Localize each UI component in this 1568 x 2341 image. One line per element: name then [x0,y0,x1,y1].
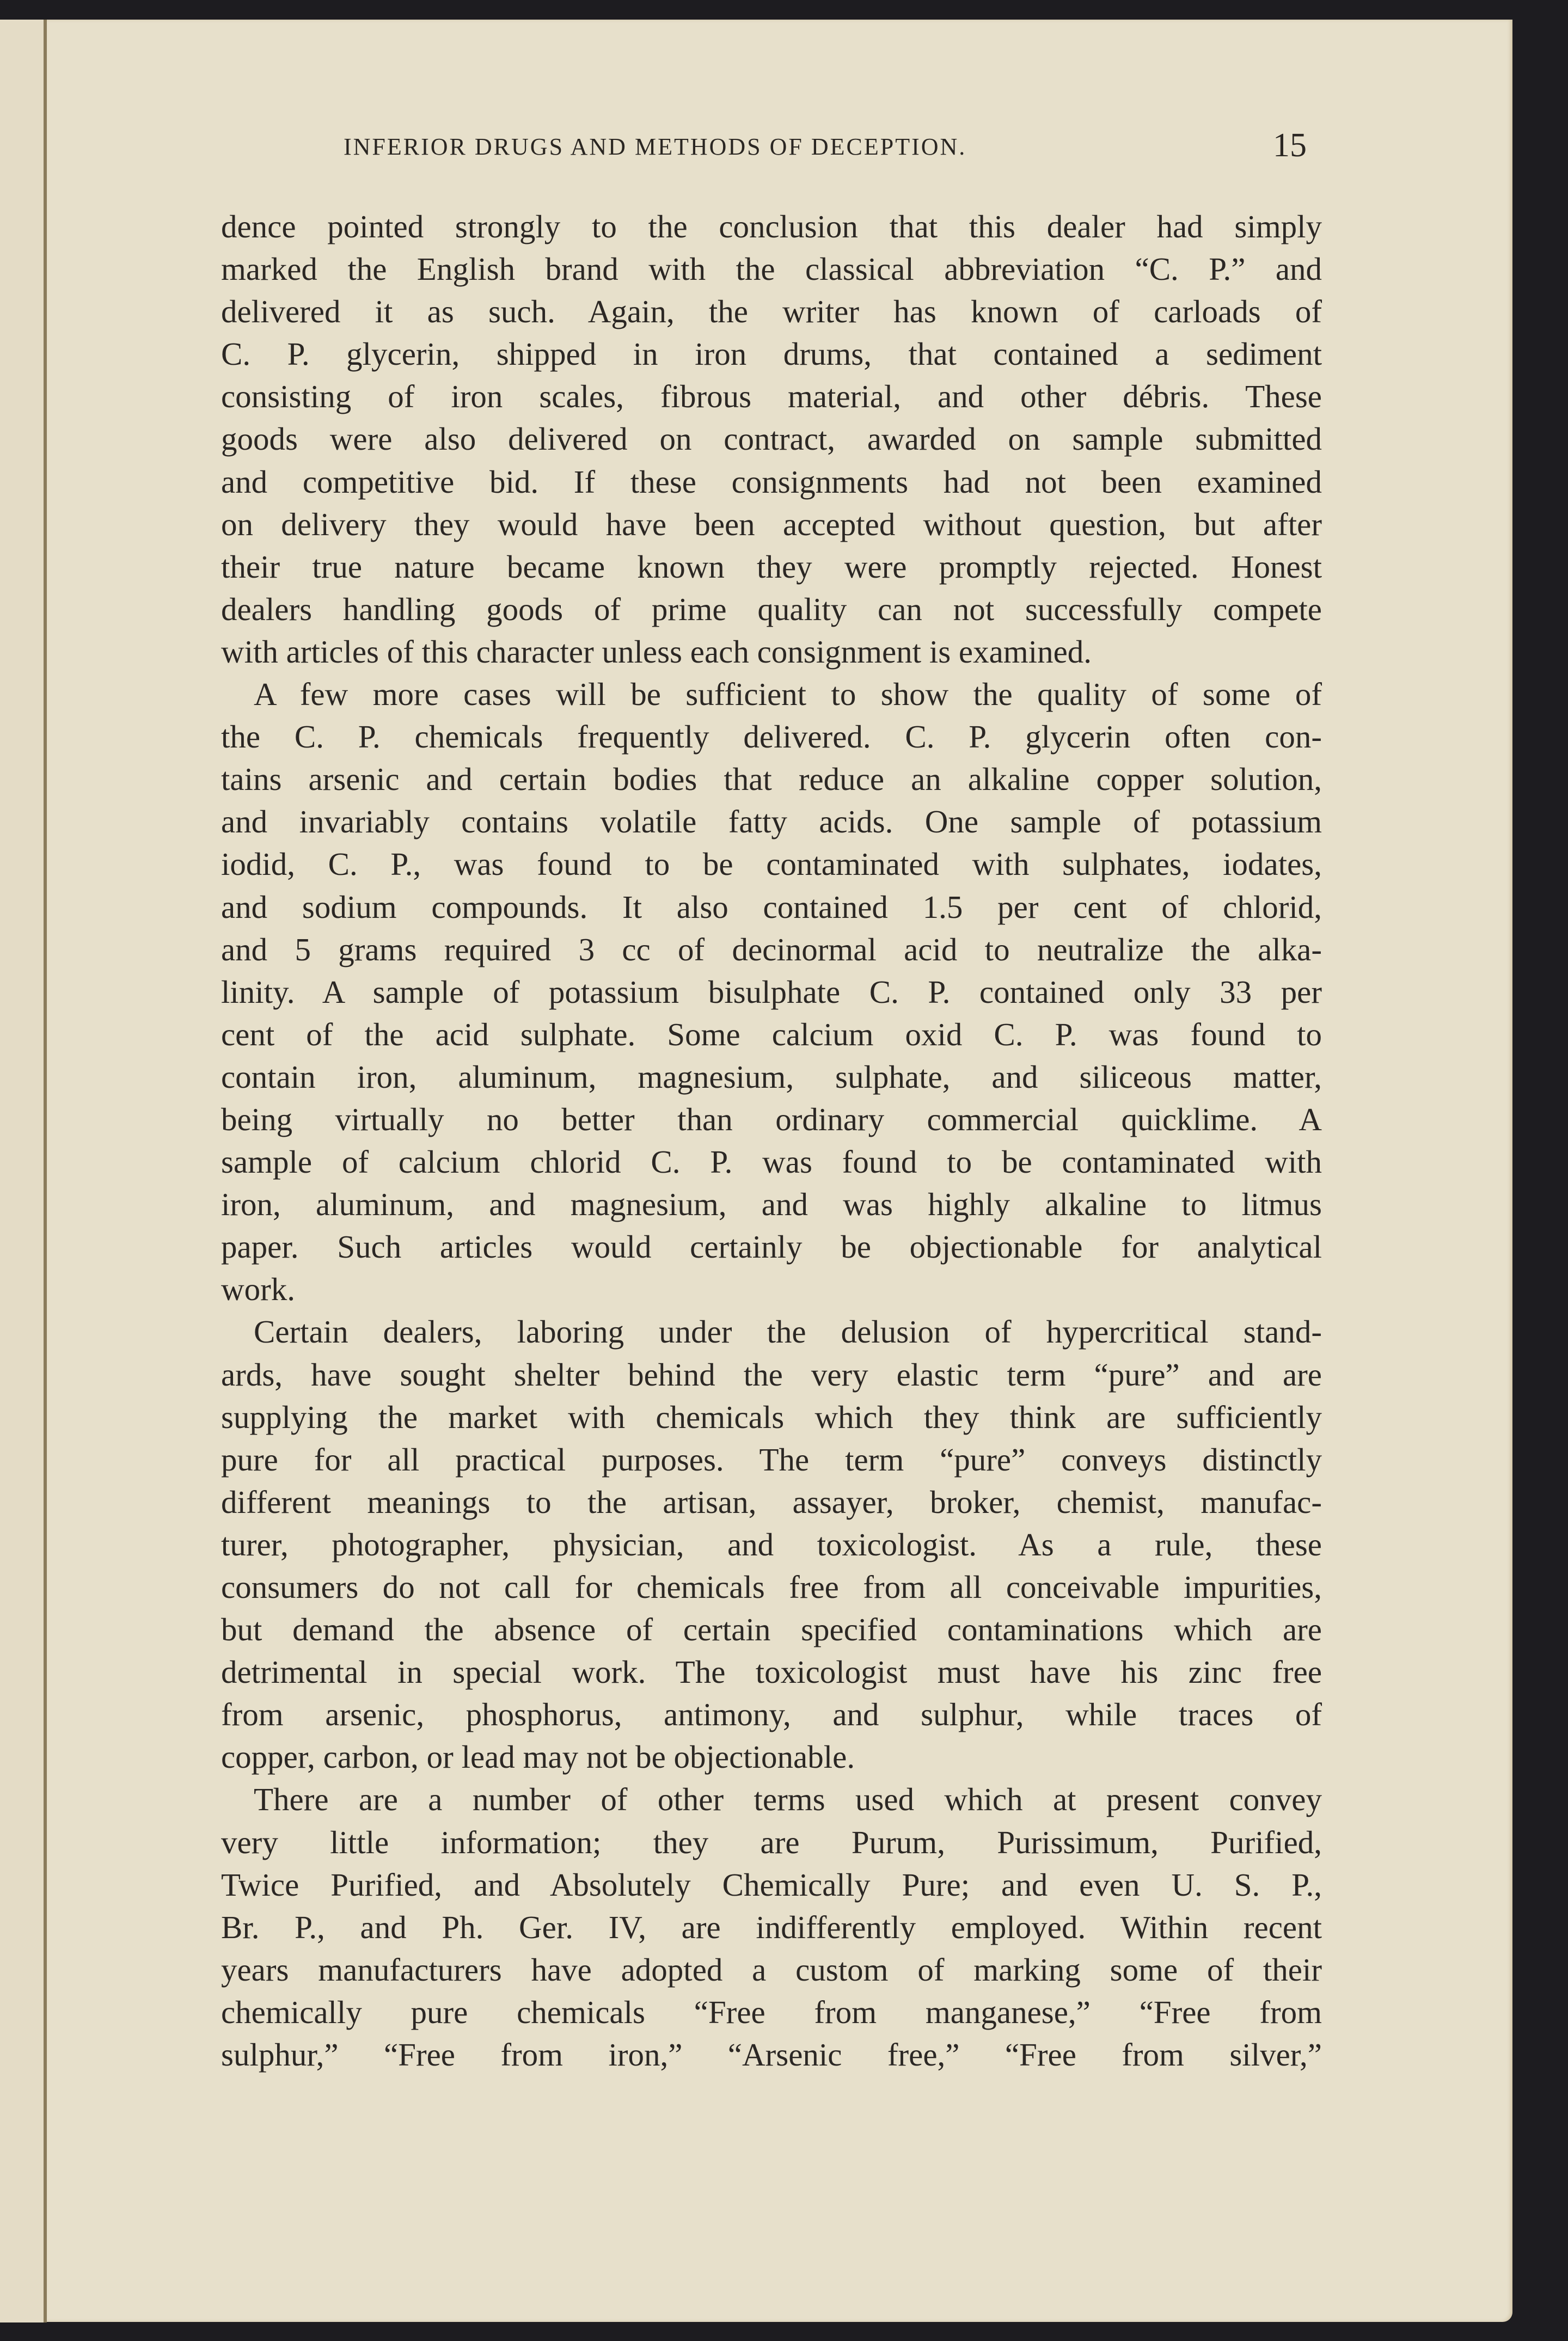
text-line: detrimental in special work. The toxicologist must have his zinc free [221,1654,1322,1690]
text-line: chemically pure chemicals “Free from manganese,” “Free from [221,1994,1322,2030]
text-line: sulphur,” “Free from iron,” “Arsenic free,” “Free from silver,” [221,2037,1322,2073]
paragraph [221,1310,1322,1778]
text-line: pure for all practical purposes. The term “pure” conveys distinctly [221,1441,1322,1478]
text-line: tains arsenic and certain bodies that reduce an alkaline copper solution, [221,761,1322,798]
text-line: paper. Such articles would certainly be objectionable for analytical [221,1229,1322,1265]
text-line: There are a number of other terms used which at present convey [254,1781,1322,1818]
text-line: very little information; they are Purum, Purissimum, Purified, [221,1824,1322,1860]
text-line: marked the English brand with the classical abbreviation “C. P.” and [221,251,1322,287]
text-line: with articles of this character unless each consignment is examined. [221,633,1092,670]
text-line: the C. P. chemicals frequently delivered. C. P. glycerin often con- [221,719,1322,755]
text-line: goods were also delivered on contract, awarded on sample submitted [221,421,1322,457]
text-line: on delivery they would have been accepted without question, but after [221,506,1322,542]
text-line: consumers do not call for chemicals free from all conceivable impurities, [221,1569,1322,1605]
text-line: being virtually no better than ordinary commercial quicklime. A [221,1101,1322,1137]
text-line: supplying the market with chemicals which they think are sufficiently [221,1399,1322,1435]
previous-page-edge [0,20,44,2322]
text-line: cent of the acid sulphate. Some calcium oxid C. P. was found to [221,1016,1322,1052]
text-line: sample of calcium chlorid C. P. was found to be contaminated with [221,1144,1322,1180]
text-line: years manufacturers have adopted a custom of marking some of their [221,1951,1322,1988]
text-line: and sodium compounds. It also contained 1.5 per cent of chlorid, [221,888,1322,925]
page-number: 15 [1273,127,1307,164]
text-line: iron, aluminum, and magnesium, and was highly alkaline to litmus [221,1186,1322,1223]
body-text [221,205,1322,2076]
text-line: Twice Purified, and Absolutely Chemically Pure; and even U. S. P., [221,1866,1322,1903]
text-line: contain iron, aluminum, magnesium, sulphate, and siliceous matter, [221,1058,1322,1095]
text-line: their true nature became known they were promptly rejected. Honest [221,548,1322,585]
text-line: iodid, C. P., was found to be contaminated with sulphates, iodates, [221,846,1322,883]
text-line: turer, photographer, physician, and toxicologist. As a rule, these [221,1526,1322,1562]
text-line: consisting of iron scales, fibrous material, and other débris. These [221,378,1322,415]
text-line: and 5 grams required 3 cc of decinormal acid to neutralize the alka- [221,931,1322,967]
text-line: Certain dealers, laboring under the delusion of hypercritical stand- [254,1314,1322,1350]
text-line: copper, carbon, or lead may not be objectionable. [221,1739,855,1775]
text-line: linity. A sample of potassium bisulphate C. P. contained only 33 per [221,973,1322,1010]
text-line: work. [221,1271,296,1308]
text-line: dence pointed strongly to the conclusion that this dealer had simply [221,209,1322,244]
text-line: Br. P., and Ph. Ger. IV, are indifferently employed. Within recent [221,1909,1322,1945]
paragraph [221,673,1322,1310]
text-line: C. P. glycerin, shipped in iron drums, that contained a sediment [221,336,1322,372]
text-line: delivered it as such. Again, the writer has known of carloads of [221,293,1322,330]
text-line: dealers handling goods of prime quality can not successfully compete [221,591,1322,627]
paragraph [221,205,1322,673]
text-line: and invariably contains volatile fatty acids. One sample of potassium [221,804,1322,840]
text-line: and competitive bid. If these consignments had not been examined [221,463,1322,500]
text-line: but demand the absence of certain specified contaminations which are [221,1611,1322,1648]
text-line: A few more cases will be sufficient to show the quality of some of [254,676,1322,713]
paragraph [221,1778,1322,2076]
running-title: INFERIOR DRUGS AND METHODS OF DECEPTION. [344,133,967,160]
text-line: from arsenic, phosphorus, antimony, and sulphur, while traces of [221,1696,1322,1733]
text-line: ards, have sought shelter behind the very elastic term “pure” and are [221,1356,1322,1393]
text-line: different meanings to the artisan, assayer, broker, chemist, manufac- [221,1484,1322,1520]
